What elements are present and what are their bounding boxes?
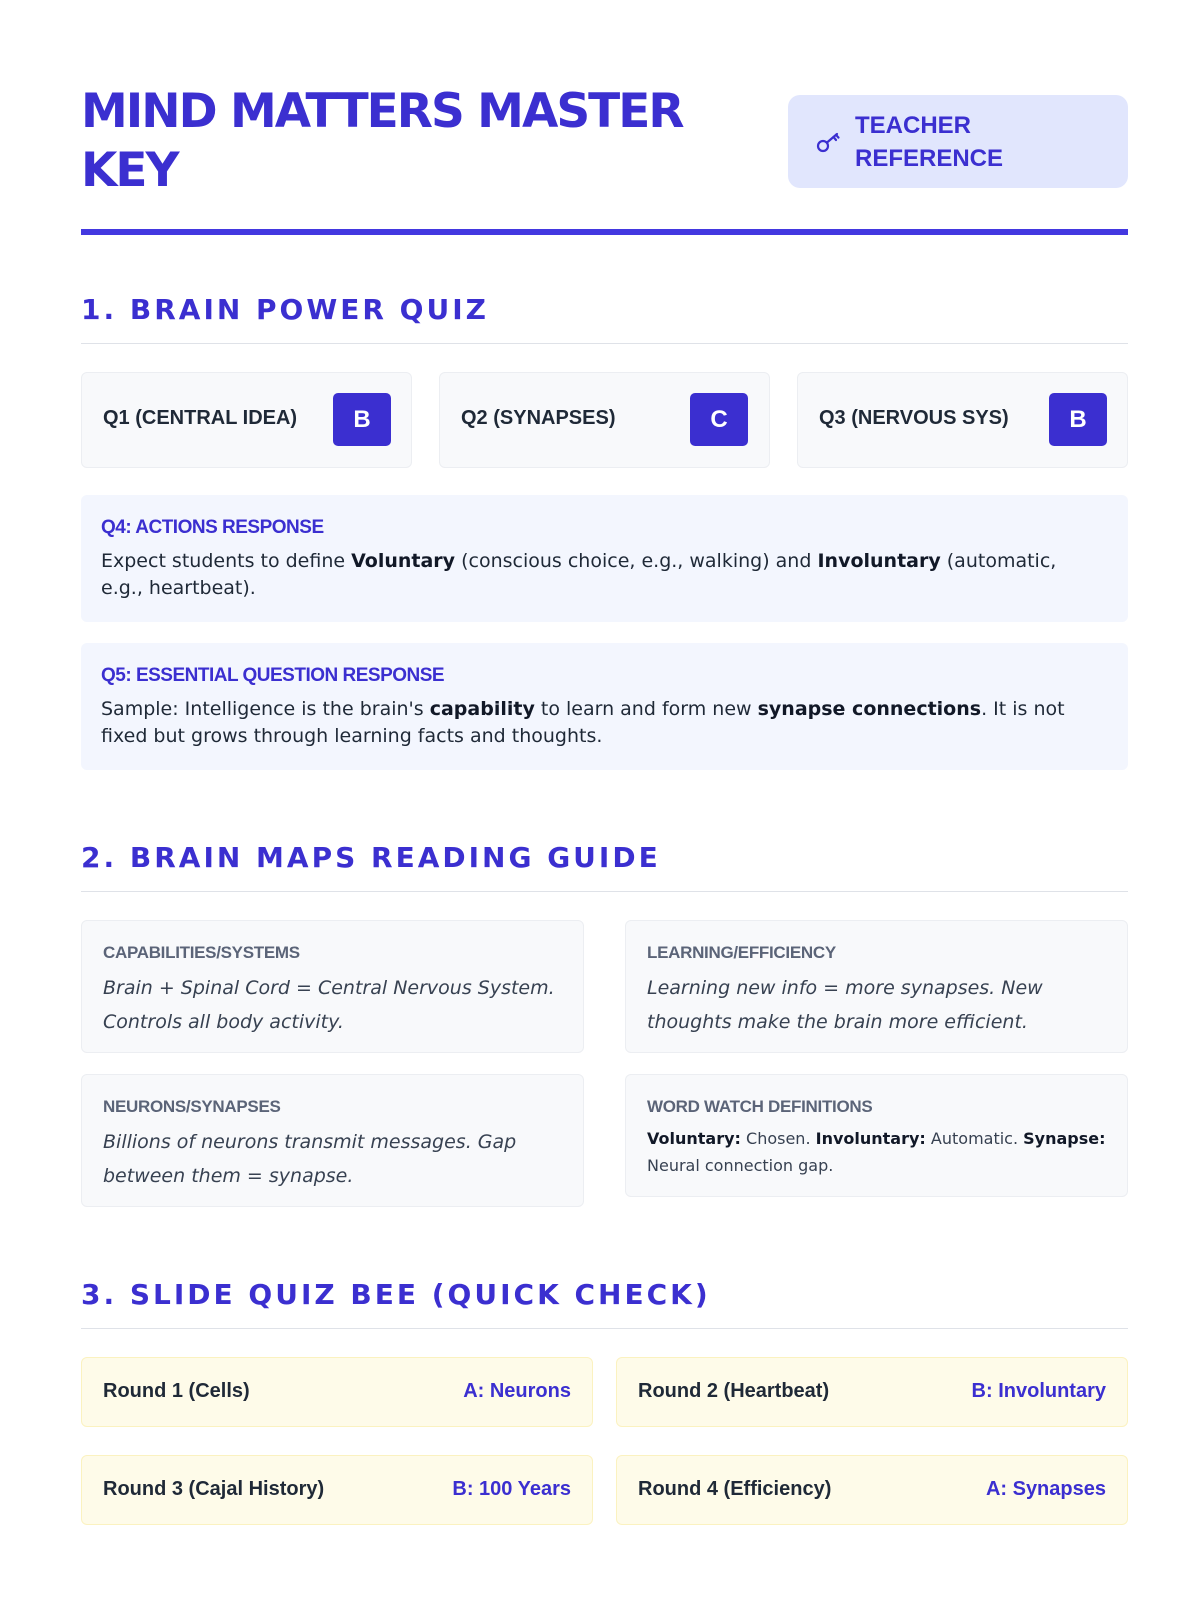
round-label: Round 4 (Efficiency) [638, 1478, 832, 1500]
round-answer: A: Synapses [985, 1478, 1106, 1500]
badge-label: TEACHER REFERENCE [855, 112, 1004, 172]
q5-title: Q5: ESSENTIAL QUESTION RESPONSE [101, 665, 445, 686]
quiz-round-1 [81, 1357, 593, 1427]
answer-card-q3 [797, 372, 1128, 468]
term-synapse-connections: synapse connections [757, 698, 982, 720]
round-label: Round 2 (Heartbeat) [638, 1380, 830, 1402]
word-watch-definitions: Voluntary: Chosen. Involuntary: Automatic. Synapse: Neural connection gap. [647, 1129, 1106, 1175]
answer-card-q2 [439, 372, 770, 468]
header [81, 82, 1128, 202]
round-answer: A: Neurons [463, 1380, 571, 1402]
quiz-round-4 [616, 1455, 1128, 1525]
section-divider [81, 343, 1128, 344]
guide-card-body: Learning new info = more synapses. New thoughts make the brain more efficient. [647, 977, 1043, 1033]
answer-badge: B [1049, 393, 1107, 446]
q5-body: Sample: Intelligence is the brain's capability to learn and form new synapse connections. It is not fixed but grows through learning facts and thoughts. [101, 698, 1065, 747]
round-answer: B: Involuntary [971, 1380, 1106, 1402]
guide-card-learning [625, 920, 1128, 1053]
quiz-round-2 [616, 1357, 1128, 1427]
teacher-reference-badge [788, 95, 1128, 188]
question-label: Q3 (NERVOUS SYS) [819, 407, 1009, 429]
round-label: Round 3 (Cajal History) [103, 1478, 325, 1500]
term-involuntary: Involuntary [817, 550, 941, 572]
answer-badge: C [690, 393, 748, 446]
q4-body: Expect students to define Voluntary (conscious choice, e.g., walking) and Involuntary (automatic, e.g., heartbeat). [101, 550, 1057, 599]
key-icon [814, 128, 842, 156]
quiz-round-3 [81, 1455, 593, 1525]
q4-response-panel [81, 495, 1128, 622]
guide-card-title: LEARNING/EFFICIENCY [647, 943, 836, 962]
guide-card-neurons [81, 1074, 584, 1207]
section-divider [81, 891, 1128, 892]
guide-card-body: Brain + Spinal Cord = Central Nervous System. Controls all body activity. [103, 977, 555, 1033]
q4-title: Q4: ACTIONS RESPONSE [101, 517, 324, 538]
round-label: Round 1 (Cells) [103, 1380, 250, 1402]
guide-card-capabilities [81, 920, 584, 1053]
guide-card-word-watch [625, 1074, 1128, 1197]
round-answer: B: 100 Years [452, 1478, 571, 1500]
section-divider [81, 1328, 1128, 1329]
guide-card-title: NEURONS/SYNAPSES [103, 1097, 281, 1116]
term-capability: capability [429, 698, 535, 720]
guide-card-body: Billions of neurons transmit messages. Gap between them = synapse. [103, 1131, 517, 1187]
section-title-brain-maps-reading-guide: 2. BRAIN MAPS READING GUIDE [81, 841, 661, 874]
question-label: Q2 (SYNAPSES) [461, 407, 616, 429]
guide-card-title: CAPABILITIES/SYSTEMS [103, 943, 300, 962]
page-title: MIND MATTERS MASTER KEY [81, 84, 683, 198]
guide-card-title: WORD WATCH DEFINITIONS [647, 1097, 873, 1116]
q5-response-panel [81, 643, 1128, 770]
answer-card-q1 [81, 372, 412, 468]
section-title-brain-power-quiz: 1. BRAIN POWER QUIZ [81, 293, 489, 326]
answer-badge: B [333, 393, 391, 446]
term-voluntary: Voluntary [351, 550, 456, 572]
question-label: Q1 (CENTRAL IDEA) [103, 407, 298, 429]
section-title-slide-quiz-bee: 3. SLIDE QUIZ BEE (QUICK CHECK) [81, 1278, 711, 1311]
header-divider [81, 229, 1128, 235]
